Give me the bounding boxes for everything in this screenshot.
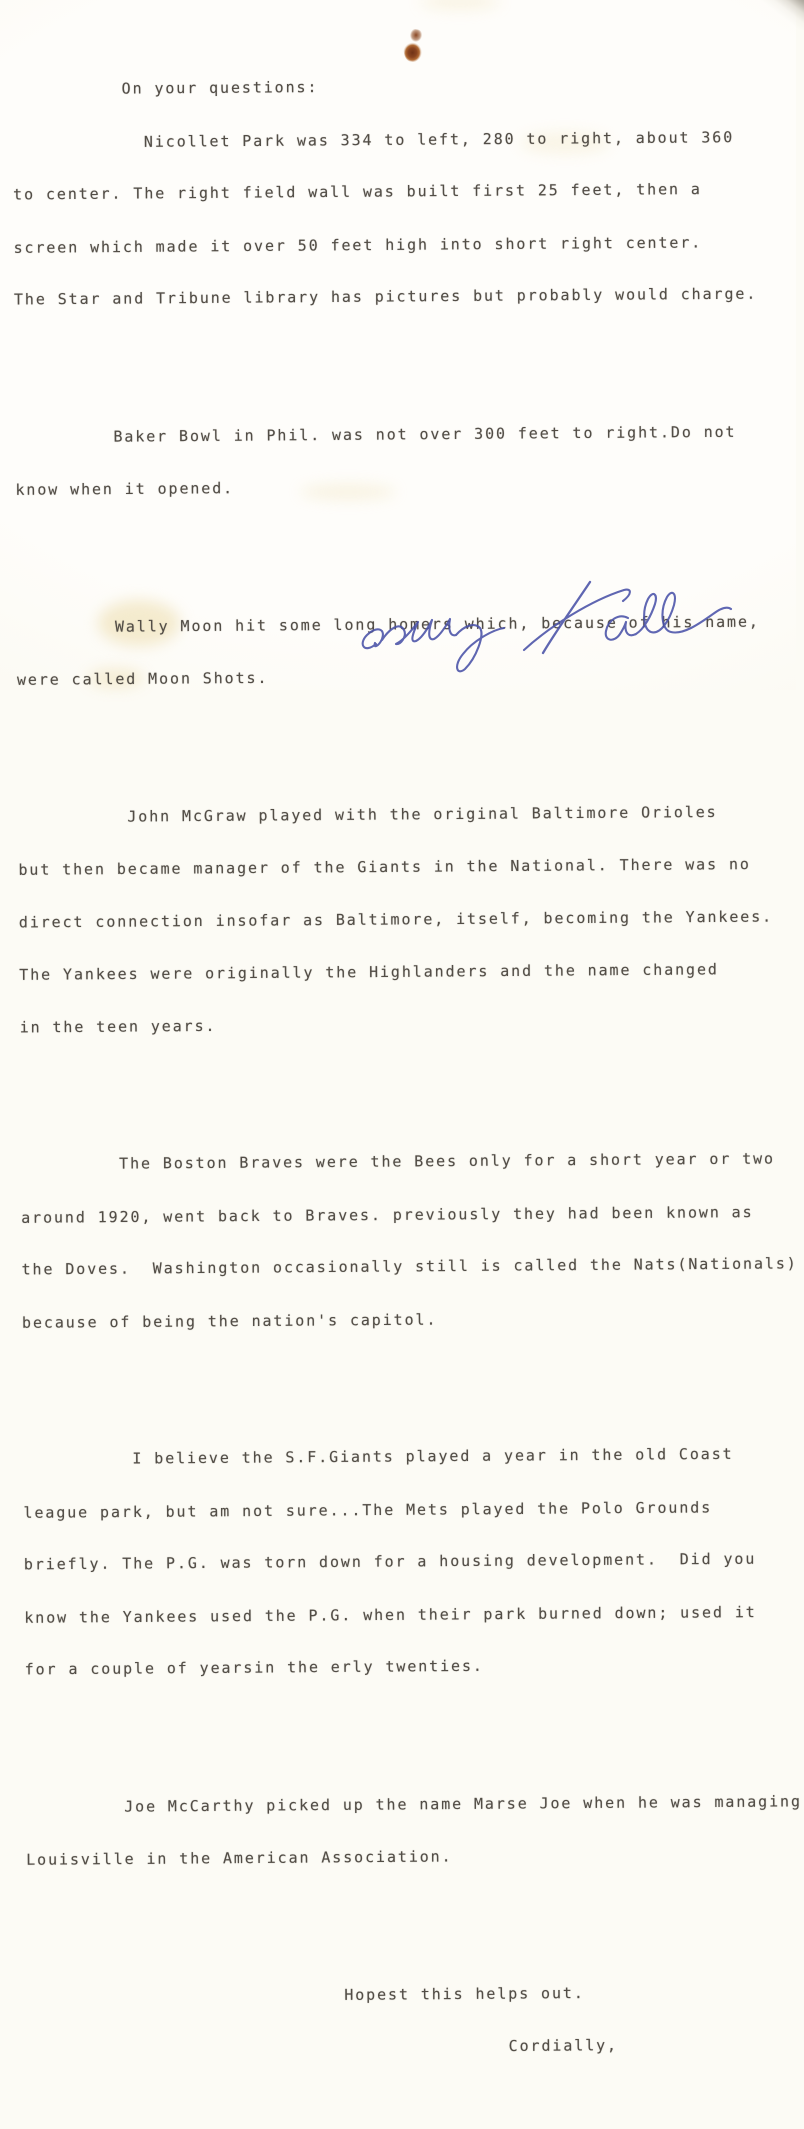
signature-halsey-hall xyxy=(352,574,752,684)
closing-line: Cordially, xyxy=(27,2036,619,2059)
letter-line: know when it opened. xyxy=(15,479,235,499)
letter-line: Joe McCarthy picked up the name Marse Joe when he was managing xyxy=(25,1791,802,1816)
letter-body xyxy=(12,5,802,2128)
letter-line: Nicollet Park was 334 to left, 280 to right, about 360 xyxy=(12,127,735,152)
letter-line: the Doves. Washington occasionally still is called the Nats(Nationals) xyxy=(21,1254,798,1279)
letter-line: to center. The right field wall was built first 25 feet, then a xyxy=(13,180,702,204)
letter-line: were called Moon Shots. xyxy=(16,668,269,689)
closing-line: Hopest this helps out. xyxy=(27,1983,585,2006)
letter-line: The Star and Tribune library has pictures but probably would charge. xyxy=(13,284,758,309)
letter-line: The Yankees were originally the Highlanders and the name changed xyxy=(19,960,719,984)
letter-line: because of being the nation's capitol. xyxy=(21,1310,438,1332)
letter-line: Baker Bowl in Phil. was not over 300 feet to right.Do not xyxy=(14,422,737,446)
letter-line: On your questions: xyxy=(12,78,319,99)
letter-line: know the Yankees used the P.G. when their park burned down; used it xyxy=(24,1602,757,1627)
letter-paragraph-polo-grounds xyxy=(23,1410,795,1714)
letter-line: Wally Moon hit some long homers which, because of his name, xyxy=(16,612,760,636)
letter-line: briefly. The P.G. was torn down for a housing development. Did you xyxy=(23,1549,757,1574)
letter-line: John McGraw played with the original Baltimore Orioles xyxy=(17,802,718,826)
letter-paragraph-questions xyxy=(12,40,784,344)
letter-line: direct connection insofar as Baltimore, itself, becoming the Yankees. xyxy=(18,907,774,931)
letter-closing xyxy=(27,1948,798,2094)
letter-line: for a couple of yearsin the erly twenties. xyxy=(24,1656,484,1679)
letter-line: around 1920, went back to Braves. previously they had been known as xyxy=(21,1202,754,1227)
letter-line: Louisville in the American Association. xyxy=(26,1847,453,1869)
letter-line: in the teen years. xyxy=(19,1016,217,1036)
letter-paragraph-joe-mccarthy xyxy=(25,1758,802,1904)
letter-line: I believe the S.F.Giants played a year in the old Coast xyxy=(22,1444,734,1469)
letter-line: but then became manager of the Giants in the National. There was no xyxy=(18,855,751,879)
letter-paragraph-john-mcgraw xyxy=(18,768,790,1072)
letter-paragraph-boston-braves xyxy=(20,1115,798,1366)
letter-line: league park, but am not sure...The Mets played the Polo Grounds xyxy=(23,1497,713,1522)
letter-line: screen which made it over 50 feet high into short right center. xyxy=(13,232,703,257)
letter-line: The Boston Braves were the Bees only for a short year or two xyxy=(20,1149,776,1174)
letter-paragraph-baker-bowl xyxy=(15,388,786,534)
